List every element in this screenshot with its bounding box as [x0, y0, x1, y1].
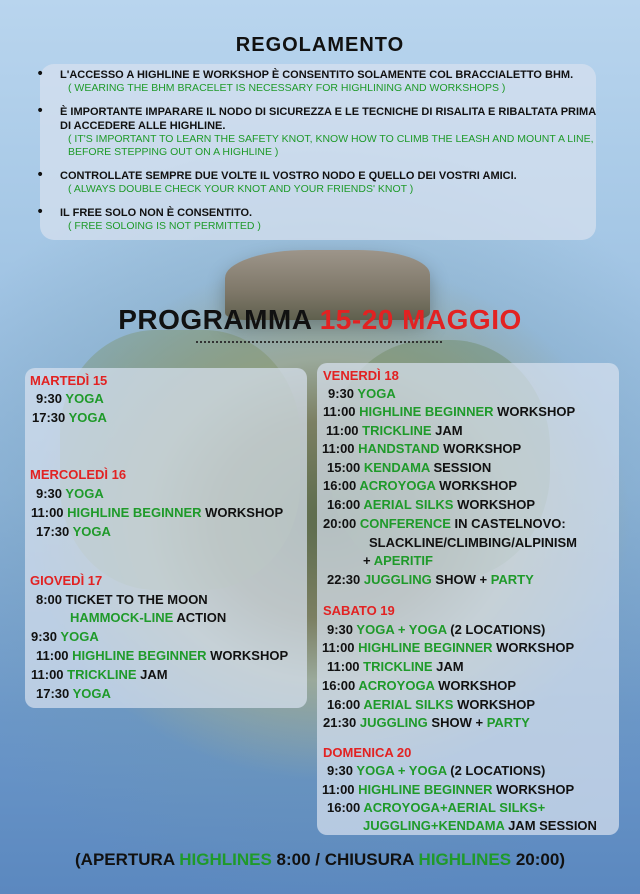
event-type: WORKSHOP	[497, 404, 576, 419]
event-activity: PARTY	[490, 572, 534, 587]
day-heading: GIOVEDÌ 17	[30, 573, 103, 588]
schedule-event	[327, 659, 464, 674]
rules-list	[30, 68, 600, 243]
footer-close-time: 20:00)	[515, 850, 565, 869]
event-time: 11:00	[327, 659, 360, 674]
event-activity: YOGA	[65, 486, 104, 501]
event-activity: YOGA + YOGA	[356, 763, 447, 778]
event-type: WORKSHOP	[210, 648, 289, 663]
event-time: 21:30	[323, 715, 357, 730]
rule-text-it: • L'ACCESSO A HIGHLINE E WORKSHOP È CONSENTITO SOLAMENTE COL BRACCIALETTO BHM.	[60, 69, 574, 81]
event-time: 16:00	[327, 497, 361, 512]
event-type: SESSION	[433, 460, 492, 475]
day-heading: DOMENICA 20	[323, 745, 412, 760]
schedule-event	[328, 386, 396, 401]
rule-text-it: • È IMPORTANTE IMPARARE IL NODO DI SICUREZZA E LE TECNICHE DI RISALITA E RIBALTATA PRIMA DI ACCEDERE ALLE HIGHLINE.	[60, 106, 596, 132]
event-activity: ACROYOGA	[359, 478, 436, 493]
event-type: JAM SESSION	[508, 818, 597, 833]
event-activity: APERITIF	[373, 553, 433, 568]
event-text: TICKET TO THE MOON	[65, 592, 208, 607]
event-activity: KENDAMA	[363, 460, 430, 475]
rule-item	[30, 68, 600, 95]
event-time: 17:30	[36, 686, 70, 701]
event-time: 9:30	[327, 763, 354, 778]
event-time: 11:00	[31, 505, 64, 520]
event-time: 11:00	[31, 667, 64, 682]
rule-item	[30, 105, 600, 159]
event-type: WORKSHOP	[205, 505, 284, 520]
schedule-event	[36, 524, 111, 539]
event-type: WORKSHOP	[439, 478, 518, 493]
schedule-event	[31, 505, 283, 520]
event-time: 16:00	[323, 478, 357, 493]
day-heading: MERCOLEDÌ 16	[30, 467, 127, 482]
event-activity: HIGHLINE BEGINNER	[72, 648, 207, 663]
event-type: (2 LOCATIONS)	[450, 622, 546, 637]
event-time: 15:00	[327, 460, 361, 475]
event-activity: YOGA	[68, 410, 107, 425]
schedule-event	[36, 592, 208, 607]
schedule-event	[322, 678, 516, 693]
event-activity: JUGGLING	[363, 572, 432, 587]
event-activity: CONFERENCE	[359, 516, 451, 531]
schedule-event	[36, 686, 111, 701]
event-type: SHOW	[431, 715, 472, 730]
event-activity: YOGA	[65, 391, 104, 406]
rule-text-en: ( IT'S IMPORTANT TO LEARN THE SAFETY KNOT, KNOW HOW TO CLIMB THE LEASH AND MOUNT A LINE, BEFORE STEPPING OUT ON A HIGHLINE )	[68, 133, 594, 158]
schedule-event	[327, 497, 535, 512]
schedule-event	[36, 486, 104, 501]
schedule-event-continuation	[363, 818, 597, 833]
schedule-event-continuation	[70, 610, 226, 625]
event-activity: HIGHLINE BEGINNER	[359, 404, 494, 419]
event-activity: HAMMOCK-LINE	[70, 610, 174, 625]
event-type: (2 LOCATIONS)	[450, 763, 546, 778]
event-activity: ACROYOGA	[358, 678, 435, 693]
event-time: 16:00	[322, 678, 356, 693]
event-plus: +	[363, 553, 371, 568]
rule-item	[30, 206, 600, 233]
event-type: JAM	[435, 423, 463, 438]
event-time: 11:00	[322, 782, 355, 797]
day-heading: MARTEDÌ 15	[30, 373, 108, 388]
event-time: 9:30	[36, 391, 63, 406]
dotted-divider	[196, 341, 442, 343]
event-text: IN CASTELNOVO:	[454, 516, 566, 531]
event-type: WORKSHOP	[496, 640, 575, 655]
event-time: 11:00	[323, 404, 356, 419]
schedule-event	[327, 697, 535, 712]
program-dates: 15-20 MAGGIO	[319, 304, 522, 335]
event-plus: +	[475, 715, 484, 730]
footer-highlines: HIGHLINES	[179, 850, 272, 869]
event-time: 11:00	[322, 441, 355, 456]
event-activity: YOGA	[72, 524, 111, 539]
schedule-event	[327, 622, 545, 637]
schedule-event	[323, 478, 517, 493]
event-type: WORKSHOP	[443, 441, 522, 456]
event-activity: HIGHLINE BEGINNER	[358, 640, 493, 655]
schedule-event	[322, 640, 574, 655]
event-time: 17:30	[32, 410, 66, 425]
schedule-event	[322, 782, 574, 797]
schedule-event	[327, 572, 534, 587]
event-activity: YOGA	[72, 686, 111, 701]
schedule-event	[36, 648, 288, 663]
event-time: 11:00	[326, 423, 359, 438]
event-time: 11:00	[36, 648, 69, 663]
event-time: 20:00	[323, 516, 357, 531]
schedule-event	[326, 423, 463, 438]
schedule-event	[322, 441, 521, 456]
event-activity: AERIAL SILKS	[363, 497, 454, 512]
event-activity: ACROYOGA+AERIAL SILKS+	[363, 800, 546, 815]
schedule-event-continuation	[363, 553, 433, 568]
event-time: 16:00	[327, 800, 361, 815]
event-activity: YOGA	[357, 386, 396, 401]
event-activity: YOGA	[60, 629, 99, 644]
event-time: 8:00	[36, 592, 63, 607]
schedule-event	[31, 629, 99, 644]
schedule-event	[323, 516, 566, 531]
event-time: 9:30	[328, 386, 355, 401]
schedule-event	[327, 800, 545, 815]
rule-item	[30, 169, 600, 196]
schedule-event	[327, 763, 545, 778]
event-activity: HIGHLINE BEGINNER	[358, 782, 493, 797]
event-time: 9:30	[31, 629, 58, 644]
event-activity: PARTY	[486, 715, 530, 730]
event-type: JAM	[436, 659, 464, 674]
event-type: WORKSHOP	[457, 497, 536, 512]
day-heading: VENERDÌ 18	[323, 368, 399, 383]
rule-text-en: ( FREE SOLOING IS NOT PERMITTED )	[68, 220, 261, 232]
event-type: SHOW	[435, 572, 476, 587]
rule-text-it: • IL FREE SOLO NON È CONSENTITO.	[60, 207, 253, 219]
day-heading: SABATO 19	[323, 603, 395, 618]
event-time: 11:00	[322, 640, 355, 655]
schedule-event	[32, 410, 107, 425]
event-type: WORKSHOP	[457, 697, 536, 712]
schedule-event	[36, 391, 104, 406]
event-type: WORKSHOP	[438, 678, 517, 693]
event-activity: YOGA + YOGA	[356, 622, 447, 637]
event-activity: JUGGLING	[359, 715, 428, 730]
program-title	[0, 304, 640, 336]
event-time: 16:00	[327, 697, 361, 712]
event-plus: +	[479, 572, 488, 587]
event-activity: TRICKLINE	[67, 667, 137, 682]
rule-text-en: ( WEARING THE BHM BRACELET IS NECESSARY FOR HIGHLINING AND WORKSHOPS )	[68, 82, 506, 94]
event-activity: JUGGLING+KENDAMA	[363, 818, 505, 833]
event-activity: HANDSTAND	[358, 441, 440, 456]
event-type: JAM	[140, 667, 168, 682]
program-label: PROGRAMMA	[118, 304, 312, 335]
schedule-event	[31, 667, 168, 682]
event-time: 22:30	[327, 572, 361, 587]
rules-title: REGOLAMENTO	[235, 34, 405, 56]
opening-hours-footer	[0, 850, 640, 870]
event-activity: HIGHLINE BEGINNER	[67, 505, 202, 520]
event-activity: TRICKLINE	[362, 423, 432, 438]
schedule-event	[323, 404, 575, 419]
event-activity: TRICKLINE	[363, 659, 433, 674]
event-time: 9:30	[327, 622, 354, 637]
schedule-event	[323, 715, 530, 730]
event-time: 9:30	[36, 486, 63, 501]
footer-open-time: 8:00 / CHIUSURA	[276, 850, 414, 869]
event-type: WORKSHOP	[496, 782, 575, 797]
schedule-event	[327, 460, 491, 475]
rule-text-it: • CONTROLLATE SEMPRE DUE VOLTE IL VOSTRO NODO E QUELLO DEI VOSTRI AMICI.	[60, 170, 517, 182]
footer-open-label: (APERTURA	[75, 850, 175, 869]
event-activity: AERIAL SILKS	[363, 697, 454, 712]
rule-text-en: ( ALWAYS DOUBLE CHECK YOUR KNOT AND YOUR FRIENDS' KNOT )	[68, 183, 414, 195]
event-type: ACTION	[176, 610, 227, 625]
event-time: 17:30	[36, 524, 70, 539]
footer-highlines: HIGHLINES	[418, 850, 512, 869]
schedule-event-continuation: SLACKLINE/CLIMBING/ALPINISM	[369, 535, 577, 550]
